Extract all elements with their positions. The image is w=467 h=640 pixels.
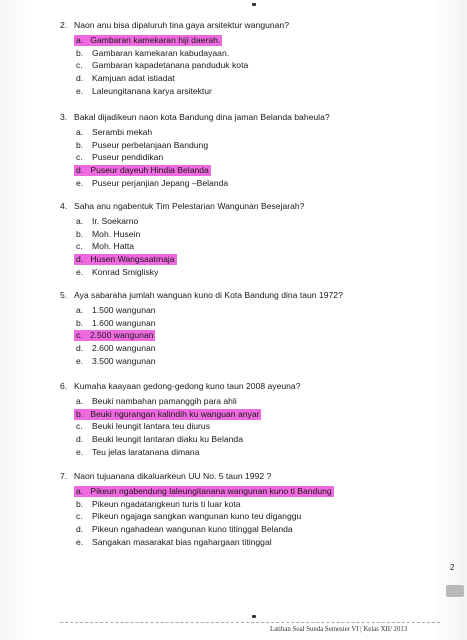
option-b: b. Moh. Husein	[76, 228, 141, 239]
question-7	[60, 471, 334, 549]
option-text: Beuki leungit lantaran diaku ku Belanda	[92, 434, 243, 445]
option-e: e. Teu jelas laratanana dimana	[76, 447, 200, 458]
option-text: Pikeun ngahadean wangunan kuno titinggal Belanda	[92, 524, 293, 535]
option-text: Beuki nambahan pamanggih para ahli	[92, 395, 237, 406]
option-text: Puseur dayeuh Hindia Belanda	[90, 165, 209, 176]
option-d: d. Puseur dayeuh Hindia Belanda	[76, 165, 209, 176]
option-text: 3.500 wangunan	[92, 356, 156, 367]
scan-mark	[252, 615, 256, 618]
question-2	[60, 20, 289, 98]
option-text: Konrad Smiglisky	[92, 267, 159, 278]
option-d: d. 2.600 wangunan	[76, 343, 156, 354]
option-a: a. Ir. Soekarno	[76, 215, 139, 226]
option-text: Pikeun ngabendung laleungitanana wangunan kuno ti Bandung	[90, 485, 332, 496]
option-text: Teu jelas laratanana dimana	[92, 447, 200, 458]
page-footer: Latihan Soal Sunda Semester VI | Kelas XII/ 2013	[270, 626, 408, 633]
option-text: Puseur perjanjian Jepang –Belanda	[92, 178, 229, 189]
option-e: e. Sangakan masarakat bias ngahargaan titinggal	[76, 537, 272, 548]
scan-mark	[252, 3, 256, 6]
option-text: Gambaran kapadetanana panduduk kota	[92, 60, 249, 71]
option-text: Beuki leungit lantara teu diurus	[92, 421, 211, 432]
option-e: e. Laleungitanana karya arsitektur	[76, 86, 212, 97]
option-text: Serambi mekah	[92, 126, 153, 137]
question-number: 6.	[60, 381, 68, 391]
question-number: 4.	[60, 201, 68, 211]
option-a: a. Pikeun ngabendung laleungitanana wangunan kuno ti Bandung	[76, 485, 332, 496]
option-text: 2.600 wangunan	[92, 343, 156, 354]
option-text: Husen Wangsaatmaja	[90, 254, 175, 265]
question-text: Naon anu bisa dipaluruh tina gaya arsitektur wangunan?	[74, 20, 289, 30]
option-d: d. Beuki leungit lantaran diaku ku Belanda	[76, 434, 243, 445]
option-text: Moh. Husein	[92, 228, 141, 239]
option-b: b. Beuki ngurangan kalindih ku wanguan anyar	[76, 408, 260, 419]
option-a: a. Serambi mekah	[76, 126, 153, 137]
option-text: 2.500 wangunan	[89, 330, 154, 341]
option-b: b. Puseur perbelanjaan Bandung	[76, 139, 209, 150]
option-text: 1.500 wangunan	[92, 304, 156, 315]
option-text: Gambaran kamekaran hiji daerah.	[90, 34, 221, 45]
option-text: Ir. Soekarno	[92, 215, 139, 226]
option-text: Pikeun ngajaga sangkan wangunan kuno teu diganggu	[92, 511, 302, 522]
option-text: Puseur pendidikan	[92, 152, 164, 163]
option-d: d. Husen Wangsaatmaja	[76, 254, 175, 265]
option-b: b. 1.600 wangunan	[76, 317, 156, 328]
option-e: e. 3.500 wangunan	[76, 356, 156, 367]
question-5	[60, 290, 343, 368]
option-e: e. Puseur perjanjian Jepang –Belanda	[76, 178, 229, 189]
question-text: Kumaha kaayaan gedong-gedong kuno taun 2008 ayeuna?	[74, 381, 301, 391]
question-number: 7.	[60, 471, 68, 481]
option-text: Moh. Hatta	[92, 241, 135, 252]
footer-divider	[60, 622, 440, 623]
question-text: Naon tujuanana dikaluarkeun UU No. 5 taun 1992 ?	[74, 471, 272, 481]
option-a: a. 1.500 wangunan	[76, 304, 156, 315]
option-text: Kamjuan adat istiadat	[92, 73, 175, 84]
option-text: Beuki ngurangan kalindih ku wanguan anyar	[90, 408, 260, 419]
option-text: Puseur perbelanjaan Bandung	[92, 139, 209, 150]
option-text: Gambaran kamekaran kabudayaan.	[92, 47, 230, 58]
page-number: 2	[450, 563, 455, 572]
question-number: 3.	[60, 112, 68, 122]
option-text: Pikeun ngadatangkeun turis ti luar kota	[92, 498, 241, 509]
option-a: a. Gambaran kamekaran hiji daerah.	[76, 34, 221, 45]
option-a: a. Beuki nambahan pamanggih para ahli	[76, 395, 237, 406]
option-text: Laleungitanana karya arsitektur	[92, 86, 212, 97]
question-number: 2.	[60, 20, 68, 30]
option-c: c. Pikeun ngajaga sangkan wangunan kuno teu diganggu	[76, 511, 302, 522]
page-tab-marker	[446, 585, 464, 597]
option-c: c. Puseur pendidikan	[76, 152, 164, 163]
question-text: Saha anu ngabentuk Tim Pelestarian Wangunan Besejarah?	[74, 201, 305, 211]
option-c: c. Moh. Hatta	[76, 241, 135, 252]
option-c: c. Beuki leungit lantara teu diurus	[76, 421, 211, 432]
question-6	[60, 381, 301, 459]
option-e: e. Konrad Smiglisky	[76, 267, 159, 278]
option-c: c. Gambaran kapadetanana panduduk kota	[76, 60, 249, 71]
option-text: Sangakan masarakat bias ngahargaan titinggal	[92, 537, 272, 548]
question-text: Bakal dijadikeun naon kota Bandung dina jaman Belanda baheula?	[74, 112, 330, 122]
question-3	[60, 112, 330, 190]
option-b: b. Pikeun ngadatangkeun turis ti luar kota	[76, 498, 241, 509]
question-4	[60, 201, 304, 279]
question-text: Aya sabaraha jumlah wanguan kuno di Kota Bandung dina taun 1972?	[74, 290, 343, 300]
option-b: b. Gambaran kamekaran kabudayaan.	[76, 47, 230, 58]
question-number: 5.	[60, 290, 68, 300]
option-d: d. Kamjuan adat istiadat	[76, 73, 175, 84]
option-text: 1.600 wangunan	[92, 317, 156, 328]
option-c: c. 2.500 wangunan	[76, 330, 154, 341]
option-d: d. Pikeun ngahadean wangunan kuno titinggal Belanda	[76, 524, 293, 535]
